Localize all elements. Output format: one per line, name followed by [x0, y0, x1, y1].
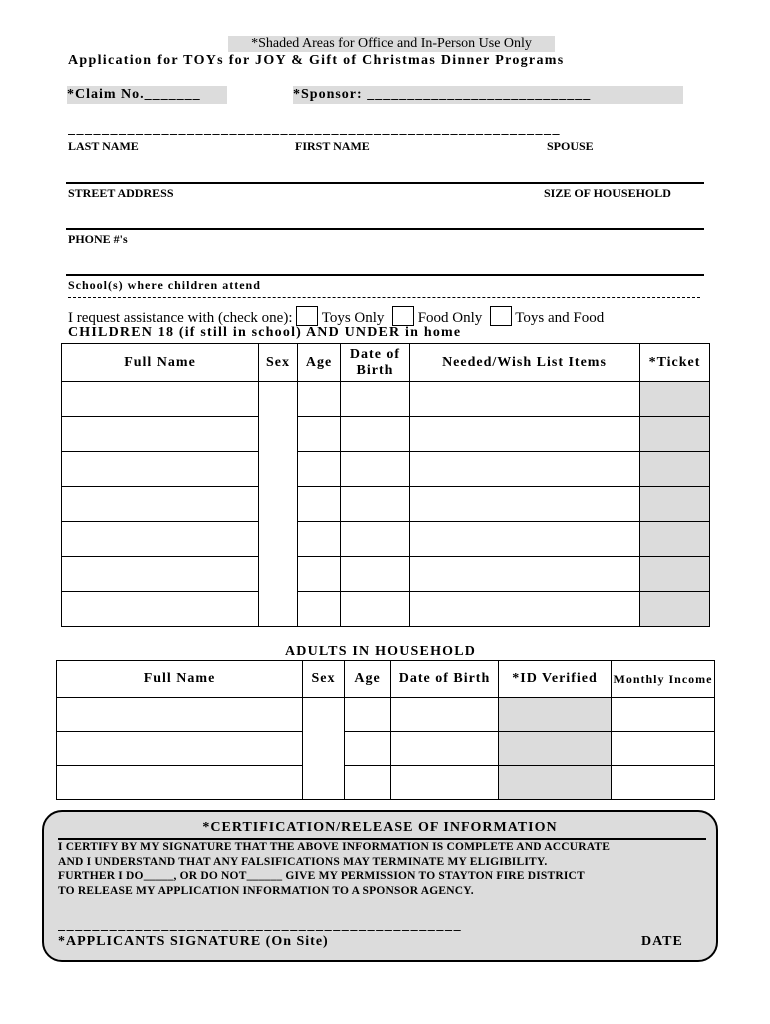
adults-table-row [57, 766, 715, 800]
children-table-cell[interactable] [259, 417, 298, 452]
last-name-label: LAST NAME [68, 139, 139, 153]
children-section-title: CHILDREN 18 (if still in school) AND UNDER in home [68, 325, 462, 340]
children-table-cell[interactable] [640, 417, 710, 452]
children-table-cell[interactable] [298, 417, 341, 452]
children-table-cell[interactable] [341, 522, 410, 557]
adults-col-sex: Sex [303, 661, 345, 698]
children-header-row [62, 344, 710, 382]
certification-line: I CERTIFY BY MY SIGNATURE THAT THE ABOVE INFORMATION IS COMPLETE AND ACCURATE [58, 841, 611, 853]
children-col-wish-list: Needed/Wish List Items [410, 344, 640, 382]
adults-table-cell[interactable] [345, 732, 391, 766]
adults-col-id-verified: *ID Verified [499, 661, 612, 698]
adults-table-row [57, 698, 715, 732]
children-table-cell[interactable] [62, 557, 259, 592]
children-table-cell[interactable] [259, 382, 298, 417]
food-only-label: Food Only [417, 310, 483, 326]
adults-table [56, 660, 715, 800]
children-col-age: Age [298, 344, 341, 382]
toys-only-checkbox[interactable] [296, 306, 318, 326]
adults-table-cell[interactable] [57, 732, 303, 766]
children-table-cell[interactable] [298, 452, 341, 487]
children-table-cell[interactable] [62, 487, 259, 522]
children-table-cell[interactable] [259, 452, 298, 487]
children-table-cell[interactable] [341, 382, 410, 417]
spouse-label: SPOUSE [547, 139, 594, 153]
children-table-cell[interactable] [341, 592, 410, 627]
adults-table-cell[interactable] [345, 766, 391, 800]
adults-table-cell[interactable] [303, 698, 345, 732]
certification-line: AND I UNDERSTAND THAT ANY FALSIFICATIONS MAY TERMINATE MY ELIGIBILITY. [58, 855, 548, 868]
children-table-cell[interactable] [259, 592, 298, 627]
phone-label: PHONE #'s [68, 232, 128, 246]
adults-table-cell[interactable] [499, 766, 612, 800]
children-table-cell[interactable] [341, 417, 410, 452]
dotted-divider [68, 297, 700, 298]
adults-table-cell[interactable] [57, 698, 303, 732]
certification-line: TO RELEASE MY APPLICATION INFORMATION TO A SPONSOR AGENCY. [58, 884, 474, 897]
adults-table-cell[interactable] [612, 766, 715, 800]
address-input-line[interactable] [66, 182, 704, 184]
children-table-row [62, 417, 710, 452]
adults-table-cell[interactable] [391, 766, 499, 800]
children-table-cell[interactable] [259, 522, 298, 557]
children-table-cell[interactable] [259, 487, 298, 522]
adults-header-row [57, 661, 715, 698]
adults-table-cell[interactable] [303, 732, 345, 766]
children-table-cell[interactable] [298, 382, 341, 417]
children-table-cell[interactable] [298, 592, 341, 627]
adults-col-dob: Date of Birth [391, 661, 499, 698]
children-table-cell[interactable] [410, 487, 640, 522]
children-table-cell[interactable] [298, 557, 341, 592]
children-table-cell[interactable] [341, 557, 410, 592]
food-only-checkbox[interactable] [392, 306, 414, 326]
certification-text [58, 840, 610, 898]
children-table-cell[interactable] [62, 452, 259, 487]
toys-and-food-label: Toys and Food [515, 310, 605, 326]
children-col-dob: Date of Birth [341, 344, 410, 382]
applicant-signature-label: *APPLICANTS SIGNATURE (On Site) [58, 934, 329, 949]
name-input-line[interactable]: __________________________________________________________ [68, 122, 561, 137]
children-table-cell[interactable] [62, 382, 259, 417]
children-table-cell[interactable] [410, 382, 640, 417]
claim-number-field[interactable] [67, 86, 227, 104]
street-address-label: STREET ADDRESS [68, 186, 174, 200]
children-table-cell[interactable] [410, 557, 640, 592]
adults-table-cell[interactable] [345, 698, 391, 732]
assistance-prompt: I request assistance with (check one): [68, 310, 293, 326]
office-use-note: *Shaded Areas for Office and In-Person Use Only [228, 36, 555, 52]
school-input-line[interactable] [66, 274, 704, 276]
children-table-cell[interactable] [410, 522, 640, 557]
children-table-cell[interactable] [410, 452, 640, 487]
claim-number-label: *Claim No. [67, 87, 145, 102]
children-table-cell[interactable] [640, 382, 710, 417]
children-col-sex: Sex [259, 344, 298, 382]
claim-number-blank: _______ [144, 87, 201, 102]
children-table-row [62, 592, 710, 627]
children-table-cell[interactable] [410, 417, 640, 452]
adults-table-cell[interactable] [391, 732, 499, 766]
sponsor-blank: ____________________________ [367, 87, 592, 102]
toys-only-label: Toys Only [321, 310, 385, 326]
children-table-row [62, 487, 710, 522]
children-table-row [62, 522, 710, 557]
children-table [61, 343, 710, 627]
adults-col-age: Age [345, 661, 391, 698]
adults-table-cell[interactable] [499, 732, 612, 766]
adults-table-row [57, 732, 715, 766]
children-col-ticket: *Ticket [640, 344, 710, 382]
adults-col-monthly-income: Monthly Income [612, 661, 715, 698]
children-table-row [62, 382, 710, 417]
children-table-cell[interactable] [410, 592, 640, 627]
children-table-cell[interactable] [298, 487, 341, 522]
date-label: DATE [641, 934, 683, 949]
children-table-row [62, 452, 710, 487]
children-table-cell[interactable] [640, 592, 710, 627]
adults-table-cell[interactable] [303, 766, 345, 800]
sponsor-field[interactable] [293, 86, 683, 104]
assistance-row [68, 306, 604, 327]
children-table-cell[interactable] [62, 522, 259, 557]
certification-box [42, 810, 718, 962]
adults-table-cell[interactable] [391, 698, 499, 732]
children-table-cell[interactable] [259, 557, 298, 592]
school-label: School(s) where children attend [68, 278, 261, 292]
adults-col-full-name: Full Name [57, 661, 303, 698]
adults-section-title: ADULTS IN HOUSEHOLD [285, 644, 477, 659]
children-table-cell[interactable] [341, 452, 410, 487]
signature-line[interactable]: _______________________________________________ [58, 918, 463, 933]
children-table-row [62, 557, 710, 592]
children-table-cell[interactable] [640, 557, 710, 592]
adults-table-cell[interactable] [499, 698, 612, 732]
toys-and-food-checkbox[interactable] [490, 306, 512, 326]
form-title: Application for TOYs for JOY & Gift of Christmas Dinner Programs [68, 53, 565, 68]
children-table-cell[interactable] [62, 592, 259, 627]
certification-title: *CERTIFICATION/RELEASE OF INFORMATION [202, 820, 558, 835]
phone-input-line[interactable] [66, 228, 704, 230]
children-col-full-name: Full Name [62, 344, 259, 382]
children-table-cell[interactable] [640, 452, 710, 487]
children-table-cell[interactable] [640, 487, 710, 522]
certification-line: FURTHER I DO_____, OR DO NOT______ GIVE MY PERMISSION TO STAYTON FIRE DISTRICT [58, 870, 585, 882]
household-size-label: SIZE OF HOUSEHOLD [544, 186, 671, 200]
sponsor-label: *Sponsor: [293, 87, 363, 102]
children-table-cell[interactable] [62, 417, 259, 452]
children-table-cell[interactable] [298, 522, 341, 557]
children-table-cell[interactable] [341, 487, 410, 522]
adults-table-cell[interactable] [612, 698, 715, 732]
children-table-cell[interactable] [640, 522, 710, 557]
first-name-label: FIRST NAME [295, 139, 370, 153]
adults-table-cell[interactable] [57, 766, 303, 800]
adults-table-cell[interactable] [612, 732, 715, 766]
